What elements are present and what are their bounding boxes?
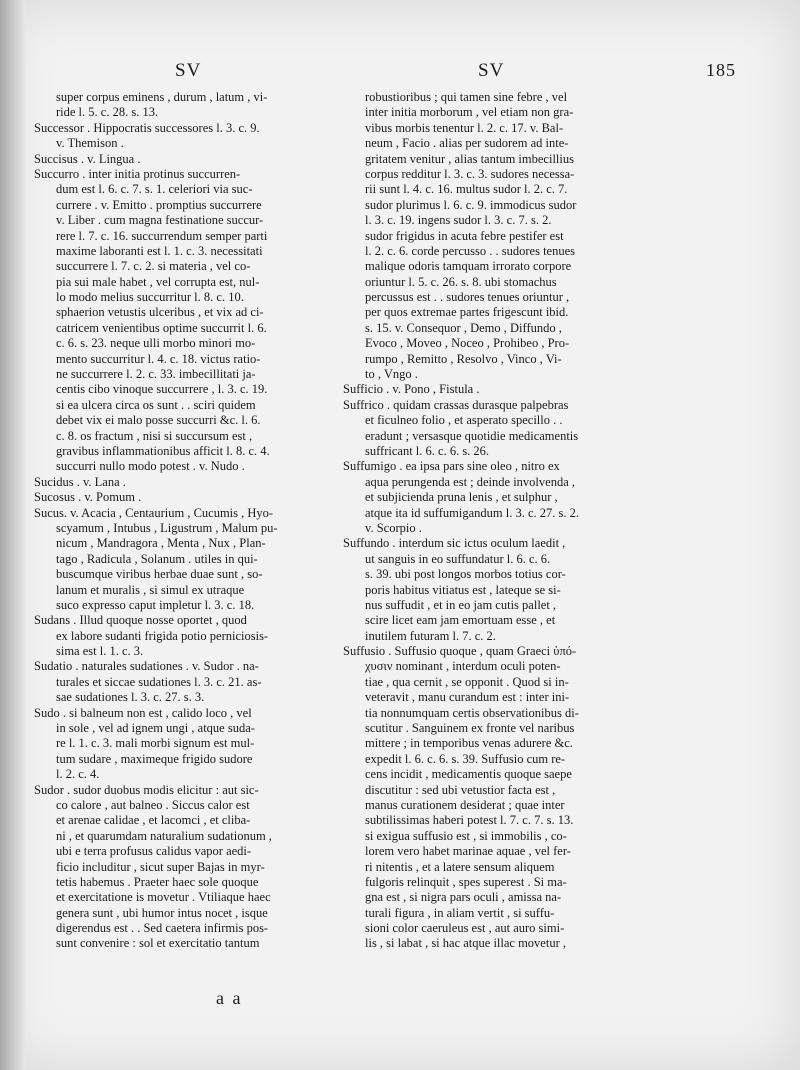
text-line: catricem venientibus optime succurrit l. 6. [56, 320, 267, 335]
text-line: buscumque viribus herbae duae sunt , so- [56, 567, 263, 582]
text-line: digerendus est . . Sed caetera infirmis pos- [56, 921, 269, 936]
text-line: to , Vngo . [365, 367, 418, 382]
text-line: percussus est . . sudores tenues oriuntur , [365, 290, 570, 305]
text-line: suco expresso caput impletur l. 3. c. 18. [56, 597, 255, 612]
text-line: Successor . Hippocratis successores l. 3. c. 9. [34, 120, 260, 135]
text-line: lo modo melius succurritur l. 8. c. 10. [56, 290, 244, 305]
signature-mark: a a [216, 988, 243, 1008]
text-line: fulgoris relinquit , spes superest . Si ma- [365, 874, 567, 889]
page-gutter-shadow [0, 0, 26, 1070]
text-line: Suffrico . quidam crassas durasque palpebras [343, 397, 569, 412]
text-line: rumpo , Remitto , Resolvo , Vinco , Vi- [365, 351, 562, 366]
page-number: 185 [706, 60, 736, 80]
text-line: Sudans . Illud quoque nosse oportet , quod [34, 613, 247, 628]
text-line: succurri nullo modo potest . v. Nudo . [56, 459, 245, 474]
text-line: Evoco , Moveo , Noceo , Prohibeo , Pro- [365, 336, 570, 351]
text-line: veteravit , manu curandum est : inter ini- [365, 690, 570, 705]
text-line: Succurro . inter initia protinus succurren- [34, 166, 241, 181]
text-line: gravibus inflammationibus afficit l. 8. c. 4. [56, 443, 270, 458]
text-line: dum est l. 6. c. 7. s. 1. celeriori via suc- [56, 182, 253, 197]
text-line: atque ita id suffumigandum l. 3. c. 27. s. 2. [365, 505, 579, 520]
text-line: nicum , Mandragora , Menta , Nux , Plan- [56, 536, 266, 551]
text-line: Sucus. v. Acacia , Centaurium , Cucumis , Hyo- [34, 505, 274, 520]
text-line: Sufficio . v. Pono , Fistula . [343, 382, 480, 397]
text-line: Suffumigo . ea ipsa pars sine oleo , nitro ex [343, 459, 560, 474]
text-line: subtilissimas haberi potest l. 7. c. 7. s. 13. [365, 813, 574, 828]
text-line: sae sudationes l. 3. c. 27. s. 3. [56, 690, 205, 705]
running-head-left: SV [175, 60, 202, 81]
text-line: robustioribus ; qui tamen sine febre , vel [365, 90, 568, 104]
text-line: super corpus eminens , durum , latum , vi- [56, 90, 268, 104]
text-line: poris habitus vitiatus est , lateque se si- [365, 582, 561, 597]
text-line: mento succurritur l. 4. c. 18. victus ratio- [56, 351, 261, 366]
text-line: l. 2. c. 6. corde percusso . . sudores tenues [365, 243, 576, 258]
text-line: eradunt ; versasque quotidie medicamentis [365, 428, 579, 443]
text-line: et exercitatione is movetur . Vtiliaque haec [56, 890, 271, 905]
text-line: manus curationem desiderat ; quae inter [365, 797, 565, 812]
text-line: co calore , aut balneo . Siccus calor est [56, 797, 250, 812]
text-line: tago , Radicula , Solanum . utiles in qui- [56, 551, 258, 566]
running-head-right: SV [478, 60, 505, 81]
text-line: sima est l. 1. c. 3. [56, 644, 144, 659]
text-line: succurrere l. 7. c. 2. si materia , vel co- [56, 259, 251, 274]
text-line: et arenae calidae , et lacomci , et cliba- [56, 813, 251, 828]
text-line: pia sui male habet , vel corrupta est, nul- [56, 274, 260, 289]
text-line: Sudo . si balneum non est , calido loco , vel [34, 705, 252, 720]
text-line: re l. 1. c. 3. mali morbi signum est mul- [56, 736, 255, 751]
text-line: scire licet eam jam emortuam esse , et [365, 613, 556, 628]
text-line: l. 3. c. 19. ingens sudor l. 3. c. 7. s. 2. [365, 213, 552, 228]
text-line: Sucosus . v. Pomum . [34, 490, 142, 505]
text-line: scutitur . Sanguinem ex fronte vel naribus [365, 721, 575, 736]
text-line: cens incidit , medicamentis quoque saepe [365, 767, 572, 782]
text-line: Suffundo . interdum sic ictus oculum laedit , [343, 536, 566, 551]
text-line: sioni color caeruleus est , aut auro simi- [365, 921, 565, 936]
text-line: turali figura , in aliam vertit , si suffu- [365, 905, 555, 920]
text-line: ex labore sudanti frigida potio perniciosis- [56, 628, 269, 643]
text-line: v. Scorpio . [365, 520, 422, 535]
text-line: et subjicienda pruna lenis , et sulphur , [365, 490, 558, 505]
text-line: in sole , vel ad ignem ungi , atque suda- [56, 721, 255, 736]
text-line: suffricant l. 6. c. 6. s. 26. [365, 443, 490, 458]
text-line: Suffusio . Suffusio quoque , quam Graeci ὑπό- [343, 644, 577, 659]
text-line: c. 6. s. 23. neque ulli morbo minori mo- [56, 336, 256, 351]
text-line: tetis habemus . Praeter haec sole quoque [56, 874, 259, 889]
text-line: maxime laboranti est l. 1. c. 3. necessitati [56, 243, 263, 258]
text-line: tum sudare , maximeque frigido sudore [56, 751, 253, 766]
text-line: inter initia morborum , vel etiam non gra- [365, 105, 574, 120]
text-line: scyamum , Intubus , Ligustrum , Malum pu- [56, 520, 278, 535]
text-line: turales et siccae sudationes l. 3. c. 21. as- [56, 674, 262, 689]
text-line: ne succurrere l. 2. c. 33. imbecillitati ja- [56, 367, 256, 382]
text-line: et ficulneo folio , et asperato specillo . . [365, 413, 563, 428]
text-line: vibus morbis tenentur l. 2. c. 17. v. Bal- [365, 120, 564, 135]
text-line: malique odoris tamquam irrorato corpore [365, 259, 572, 274]
text-line: debet vix ei malo posse succurri &c. l. 6. [56, 413, 261, 428]
text-line: lis , si labat , si hac atque illac movetur , [365, 936, 566, 951]
text-line: mittere ; in temporibus venas adurere &c. [365, 736, 573, 751]
text-line: Sudor . sudor duobus modis elicitur : aut sic- [34, 782, 259, 797]
text-line: ri nitentis , et a latere sensum aliquem [365, 859, 555, 874]
text-line: s. 39. ubi post longos morbos totius cor- [365, 567, 566, 582]
text-line: ut sanguis in eo suffundatur l. 6. c. 6. [365, 551, 551, 566]
text-line: ubi e terra profusus calidus vapor aedi- [56, 844, 252, 859]
text-line: sudor frigidus in acuta febre pestifer est [365, 228, 564, 243]
text-line: l. 2. c. 4. [56, 767, 100, 782]
text-line: corpus redditur l. 3. c. 3. sudores necessa- [365, 166, 575, 181]
text-line: expedit l. 6. c. 6. s. 39. Suffusio cum re- [365, 751, 566, 766]
text-line: v. Themison . [56, 136, 124, 151]
text-line: genera sunt , ubi humor intus nocet , isque [56, 905, 268, 920]
text-line: tia nonnumquam certis observationibus di- [365, 705, 579, 720]
text-line: sudor plurimus l. 6. c. 9. immodicus sudor [365, 197, 577, 212]
right-column [343, 90, 647, 952]
text-line: per quos extremae partes frigescunt ibid. [365, 305, 569, 320]
text-line: s. 15. v. Consequor , Demo , Diffundo , [365, 320, 562, 335]
text-line: si exigua suffusio est , si immobilis , co- [365, 828, 567, 843]
text-line: inutilem futuram l. 7. c. 2. [365, 628, 496, 643]
text-line: gritatem venitur , alias tantum imbecillius [365, 151, 574, 166]
text-line: lorem vero habet marinae aquae , vel fer- [365, 844, 571, 859]
text-line: v. Liber . cum magna festinatione succur- [56, 213, 264, 228]
text-line: lanum et muralis , si simul ex utraque [56, 582, 245, 597]
text-line: Succisus . v. Lingua . [34, 151, 141, 166]
text-line: aqua perungenda est ; deinde involvenda , [365, 474, 575, 489]
left-column [34, 90, 330, 952]
text-line: sphaerion vetustis ulceribus , et vix ad ci- [56, 305, 264, 320]
text-line: rii sunt l. 4. c. 16. multus sudor l. 2. c. 7. [365, 182, 568, 197]
text-line: neum , Facio . alias per sudorem ad inte- [365, 136, 569, 151]
text-line: χυσιν nominant , interdum oculi poten- [365, 659, 561, 674]
text-line: ficio includitur , sicut super Bajas in myr- [56, 859, 265, 874]
text-line: Sudatio . naturales sudationes . v. Sudor . na- [34, 659, 259, 674]
text-line: si ea ulcera circa os sunt . . sciri quidem [56, 397, 256, 412]
text-line: currere . v. Emitto . promptius succurrere [56, 197, 262, 212]
text-line: rere l. 7. c. 16. succurrendum semper parti [56, 228, 268, 243]
text-line: c. 8. os fractum , nisi si succursum est , [56, 428, 253, 443]
text-line: sunt convenire : sol et exercitatio tantum [56, 936, 260, 951]
text-line: ride l. 5. c. 28. s. 13. [56, 105, 159, 120]
text-line: discutitur : sed ubi vetustior facta est , [365, 782, 556, 797]
text-line: ni , et quarumdam naturalium sudationum , [56, 828, 272, 843]
text-line: tiae , qua cernit , se opponit . Quod si in- [365, 674, 569, 689]
text-line: oriuntur l. 5. c. 26. s. 8. ubi stomachus [365, 274, 557, 289]
text-line: centis cibo vinoque succurrere , l. 3. c. 19. [56, 382, 268, 397]
text-line: nus suffudit , et in eo jam cutis pallet , [365, 597, 557, 612]
text-line: Sucidus . v. Lana . [34, 474, 126, 489]
text-line: gna est , si nigra pars oculi , amissa na- [365, 890, 562, 905]
